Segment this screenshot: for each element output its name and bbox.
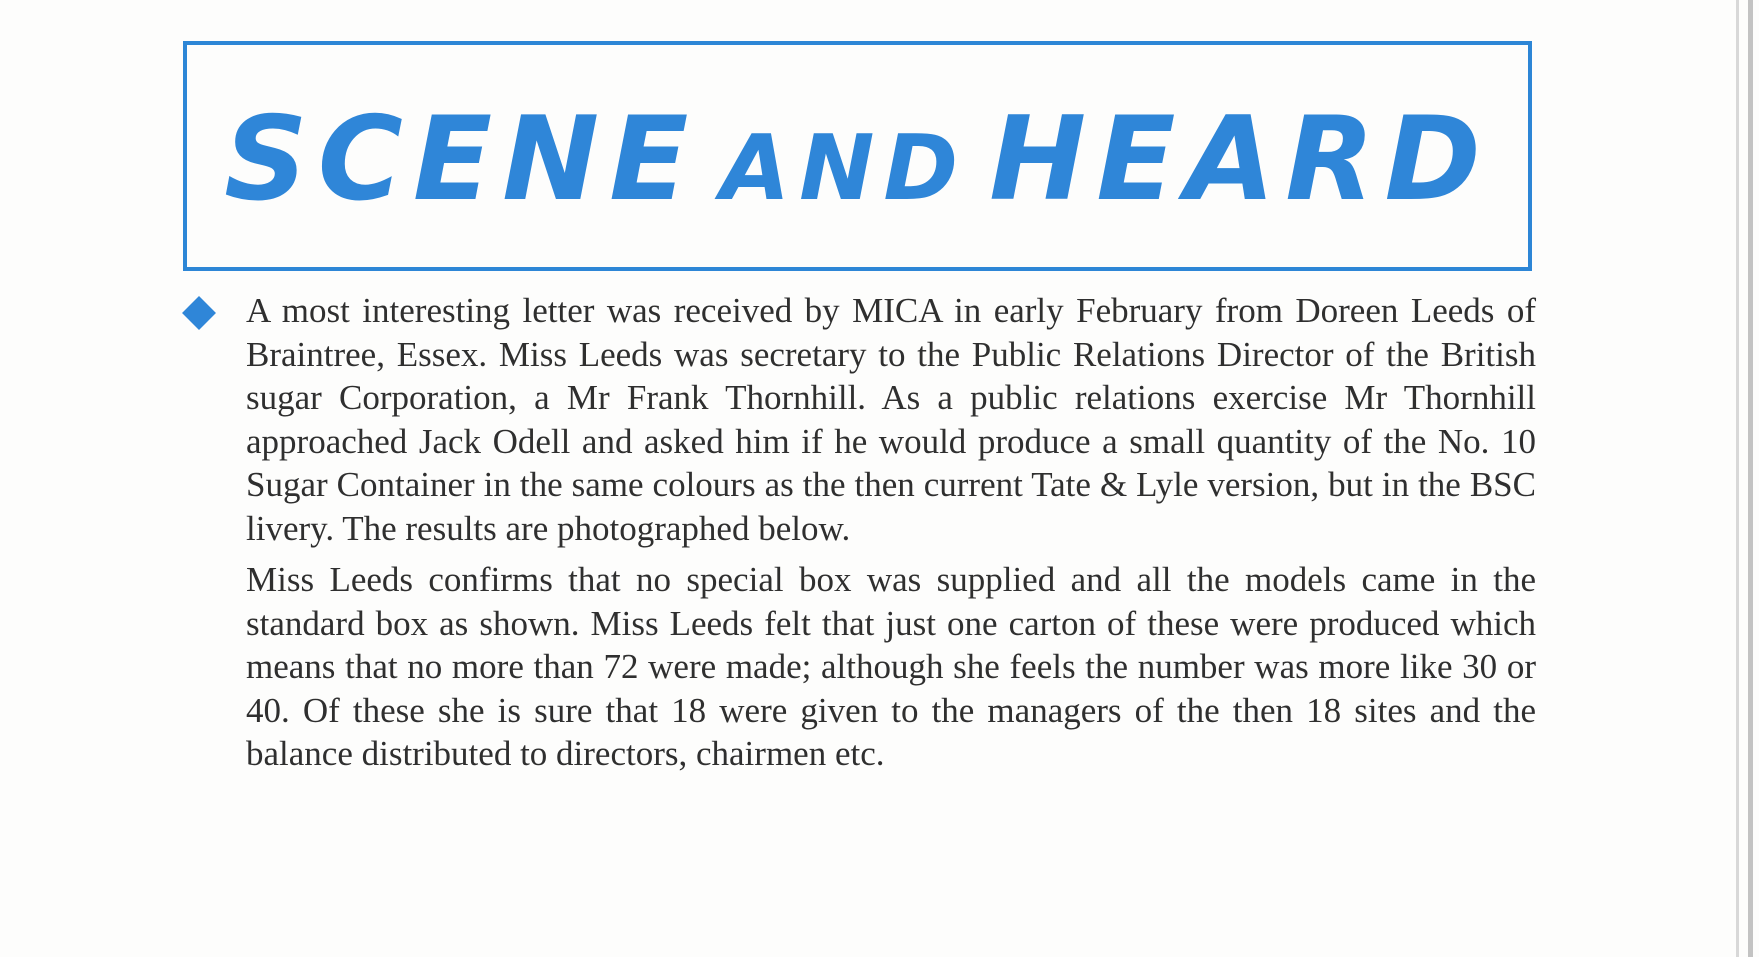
diamond-bullet-icon — [182, 296, 216, 330]
article-body — [246, 289, 1536, 776]
title-word-and: AND — [720, 116, 968, 221]
title-word-scene: SCENE — [224, 92, 699, 227]
title-box — [183, 41, 1532, 271]
page-title — [224, 92, 1491, 227]
article-paragraph-2: Miss Leeds confirms that no special box was supplied and all the models came in the standard box as shown. Miss Leeds felt that just one carton of these were produced which means that no more than 72 were made; although she feels the number was more like 30 or 40. Of these she is sure that 18 were given to the managers of the then 18 sites and the balance distributed to directors, chairmen etc. — [246, 560, 1536, 773]
page-edge-shadow — [1748, 0, 1753, 957]
page-edge — [1736, 0, 1739, 957]
article-paragraph-1: A most interesting letter was received by MICA in early February from Doreen Leeds of Braintree, Essex. Miss Leeds was secretary to the Public Relations Director of the British sugar Corporation, a Mr Frank Thornhill. As a public relations exercise Mr Thornhill approached Jack Odell and asked him if he would produce a small quantity of the No. 10 Sugar Container in the same colours as the then current Tate & Lyle version, but in the BSC livery. The results are photographed below. — [246, 291, 1536, 548]
title-word-heard: HEARD — [989, 92, 1491, 227]
